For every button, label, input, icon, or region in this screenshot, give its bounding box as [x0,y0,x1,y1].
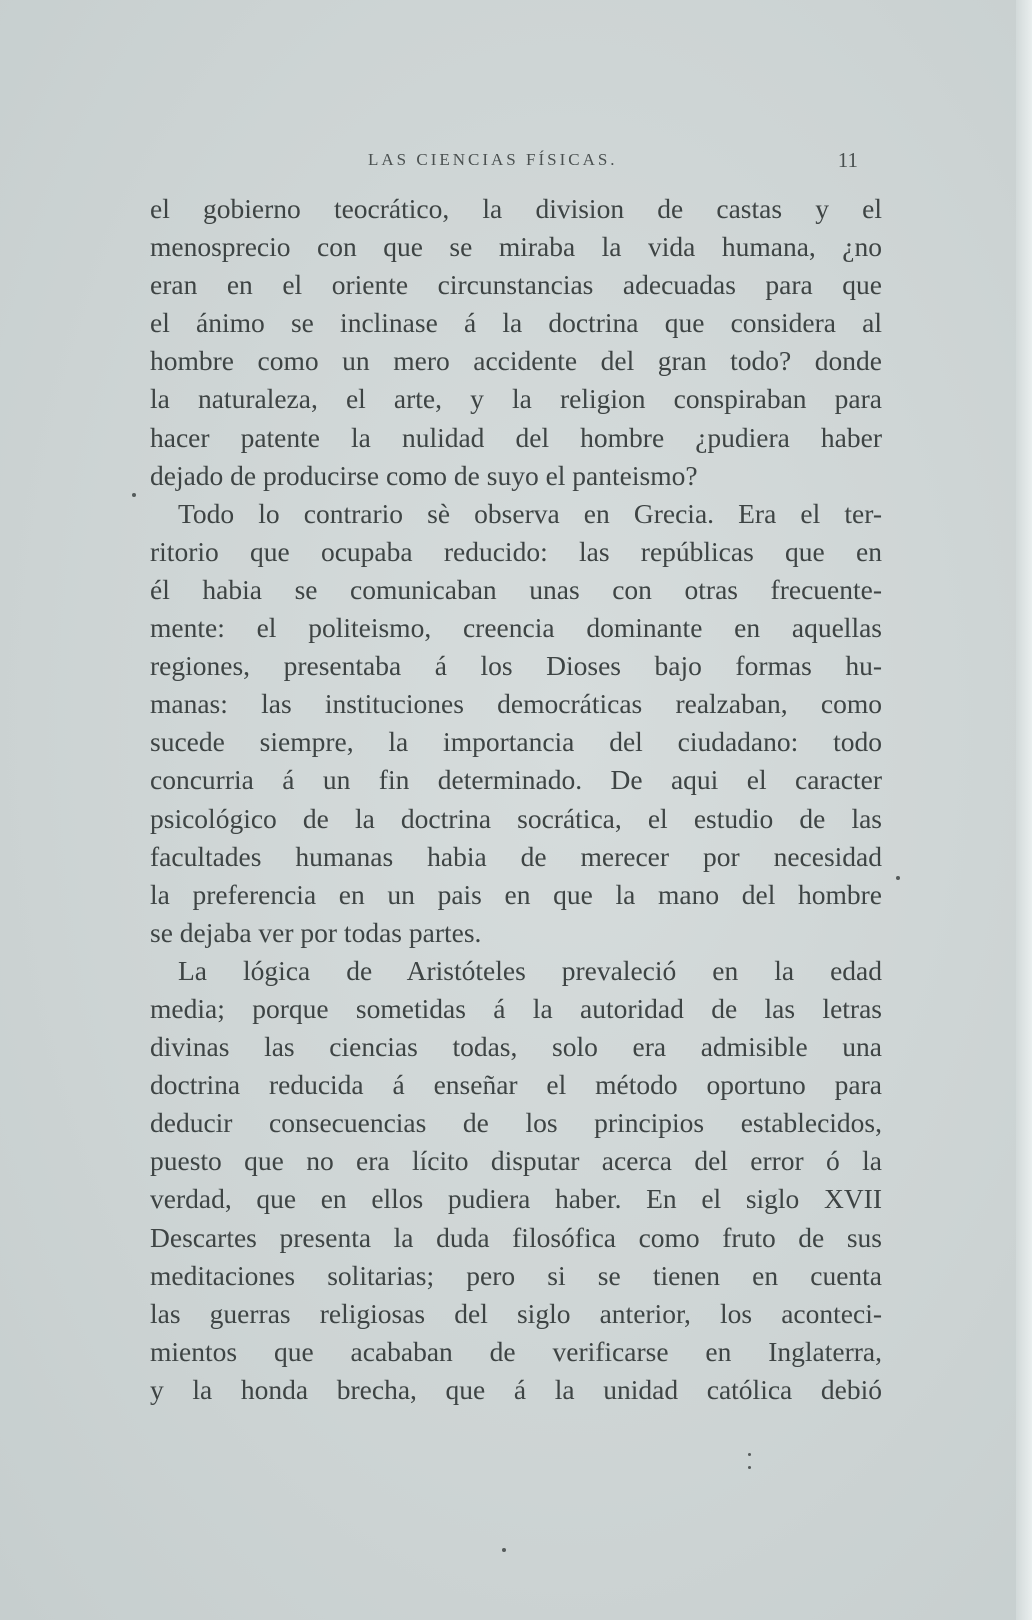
paragraph-start-line: Todo lo contrario sè observa en Grecia. Era el ter- [178,497,882,529]
text-line: ritorio que ocupaba reducido: las repúblicas que en [150,535,882,567]
text-line: Descartes presenta la duda filosófica como fruto de sus [150,1221,882,1253]
text-line: deducir consecuencias de los principios establecidos, [150,1107,882,1139]
text-line: el gobierno teocrático, la division de castas y el [150,193,882,224]
page-header [140,150,880,180]
text-line: el ánimo se inclinase á la doctrina que considera al [150,307,882,339]
text-line: la preferencia en un pais en que la mano del hombre [150,878,882,910]
text-line: y la honda brecha, que á la unidad católica debió [150,1373,882,1405]
ink-speck [502,1548,506,1552]
text-line: mientos que acababan de verificarse en Inglaterra, [150,1335,882,1367]
text-line: hacer patente la nulidad del hombre ¿pudiera haber [150,421,882,453]
text-line: eran en el oriente circunstancias adecuadas para que [150,269,882,301]
text-line: media; porque sometidas á la autoridad de las letras [150,992,882,1024]
page-edge [1016,0,1032,1620]
text-line: dejado de producirse como de suyo el panteismo? [150,459,698,491]
text-line: él habia se comunicaban unas con otras frecuente- [150,573,882,605]
text-line: regiones, presentaba á los Dioses bajo formas hu- [150,650,882,682]
text-line: facultades humanas habia de merecer por necesidad [150,840,882,872]
running-title: LAS CIENCIAS FÍSICAS. [368,150,618,169]
text-line: la naturaleza, el arte, y la religion conspiraban para [150,383,882,415]
ink-speck [748,1453,751,1456]
body-text [150,190,882,1409]
text-line: concurria á un fin determinado. De aqui el caracter [150,764,882,796]
text-line: puesto que no era lícito disputar acerca del error ó la [150,1145,882,1177]
text-line: hombre como un mero accidente del gran todo? donde [150,345,882,377]
paragraph-start-line: La lógica de Aristóteles prevaleció en la edad [178,954,882,986]
text-line: se dejaba ver por todas partes. [150,916,482,948]
ink-speck [132,493,136,497]
text-line: mente: el politeismo, creencia dominante en aquellas [150,612,882,644]
ink-speck [896,876,900,880]
text-line: menosprecio con que se miraba la vida humana, ¿no [150,231,882,263]
text-line: las guerras religiosas del siglo anterior, los aconteci- [150,1297,882,1329]
text-line: sucede siempre, la importancia del ciudadano: todo [150,726,882,758]
text-line: manas: las instituciones democráticas realzaban, como [150,688,882,720]
ink-speck [748,1466,751,1469]
text-line: verdad, que en ellos pudiera haber. En el siglo XVII [150,1183,882,1215]
text-line: divinas las ciencias todas, solo era admisible una [150,1031,882,1063]
text-line: doctrina reducida á enseñar el método oportuno para [150,1069,882,1101]
text-line: meditaciones solitarias; pero si se tienen en cuenta [150,1259,882,1291]
page-number: 11 [837,148,858,172]
text-line: psicológico de la doctrina socrática, el estudio de las [150,802,882,834]
